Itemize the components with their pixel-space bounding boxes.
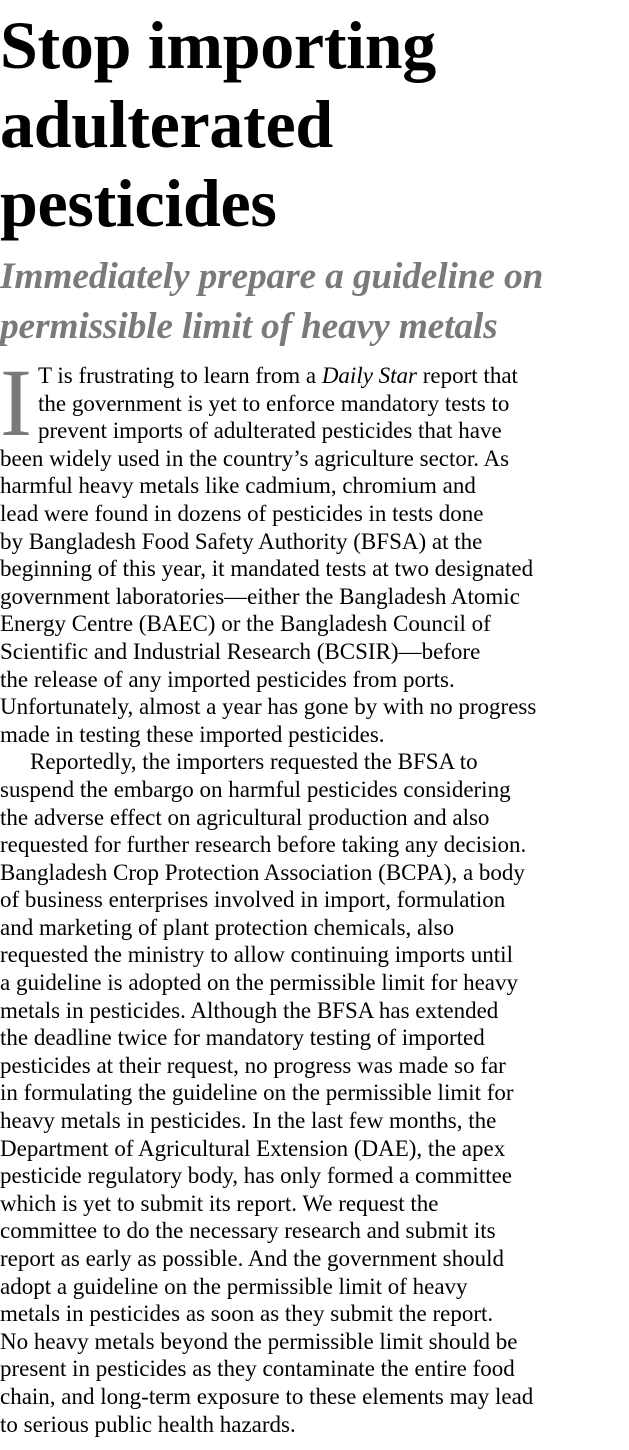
article-body <box>0 349 629 1438</box>
body-line: which is yet to submit its report. We request the <box>0 1190 439 1216</box>
body-line: to serious public health hazards. <box>0 1411 296 1437</box>
publication-name: Daily Star <box>321 363 418 388</box>
subheadline-line: permissible limit of heavy metals <box>0 306 498 347</box>
drop-cap: I <box>0 349 32 456</box>
body-line: the deadline twice for mandatory testing of imported <box>0 1025 485 1051</box>
body-line: Unfortunately, almost a year has gone by with no progress <box>0 694 537 720</box>
body-line: the government is yet to enforce mandatory tests to <box>38 390 510 416</box>
subheadline <box>0 243 629 352</box>
body-line: chain, and long-term exposure to these elements may lead <box>0 1383 534 1409</box>
paragraph-2 <box>0 748 629 1438</box>
body-line: and marketing of plant protection chemicals, also <box>0 914 455 940</box>
body-line: No heavy metals beyond the permissible limit should be <box>0 1328 518 1354</box>
body-line: Reportedly, the importers requested the BFSA to <box>30 749 478 775</box>
body-line: metals in pesticides. Although the BFSA has extended <box>0 997 499 1023</box>
body-line: the release of any imported pesticides from ports. <box>0 666 455 692</box>
body-line: heavy metals in pesticides. In the last few months, the <box>0 1108 497 1134</box>
body-line <box>0 362 629 390</box>
body-line: pesticide regulatory body, has only formed a committee <box>0 1163 513 1189</box>
body-line: Department of Agricultural Extension (DAE), the apex <box>0 1135 506 1161</box>
body-line: pesticides at their request, no progress was made so far <box>0 1052 506 1078</box>
body-line: in formulating the guideline on the permissible limit for <box>0 1080 514 1106</box>
body-line: Bangladesh Crop Protection Association (BCPA), a body <box>0 859 525 885</box>
body-text-run: T is frustrating to learn from a <box>38 363 322 388</box>
body-line: report as early as possible. And the government should <box>0 1246 504 1271</box>
body-line: Scientific and Industrial Research (BCSIR)—before <box>0 638 481 664</box>
body-line: been widely used in the country’s agriculture sector. As <box>0 445 510 471</box>
body-line: metals in pesticides as soon as they submit the report. <box>0 1301 494 1327</box>
body-line: prevent imports of adulterated pesticides that have <box>38 418 502 444</box>
headline-line: pesticides <box>0 165 277 241</box>
subheadline-line: Immediately prepare a guideline on <box>0 256 544 297</box>
body-line: a guideline is adopted on the permissible limit for heavy <box>0 970 519 996</box>
body-line: adopt a guideline on the permissible limit of heavy <box>0 1273 468 1299</box>
body-line: made in testing these imported pesticides. <box>0 721 385 747</box>
body-line: requested the ministry to allow continuing imports until <box>0 942 513 968</box>
headline <box>0 0 629 243</box>
headline-line: adulterated <box>0 86 333 162</box>
body-line: by Bangladesh Food Safety Authority (BFSA) at the <box>0 528 483 554</box>
body-line: harmful heavy metals like cadmium, chromium and <box>0 473 476 499</box>
body-line: beginning of this year, it mandated tests at two designated <box>0 556 534 582</box>
body-line: present in pesticides as they contaminate the entire food <box>0 1356 515 1382</box>
body-line: requested for further research before taking any decision. <box>0 832 527 858</box>
headline-line: Stop importing <box>0 7 436 83</box>
body-line: the adverse effect on agricultural production and also <box>0 804 490 830</box>
body-line: suspend the embargo on harmful pesticides considering <box>0 776 511 802</box>
body-line: lead were found in dozens of pesticides in tests done <box>0 500 484 526</box>
body-text-run: report that <box>417 363 518 388</box>
body-line: government laboratories—either the Bangladesh Atomic <box>0 583 520 609</box>
body-line: of business enterprises involved in import, formulation <box>0 887 506 913</box>
body-line: committee to do the necessary research and submit its <box>0 1218 496 1244</box>
body-line: Energy Centre (BAEC) or the Bangladesh Council of <box>0 611 491 637</box>
paragraph-1 <box>0 349 629 748</box>
